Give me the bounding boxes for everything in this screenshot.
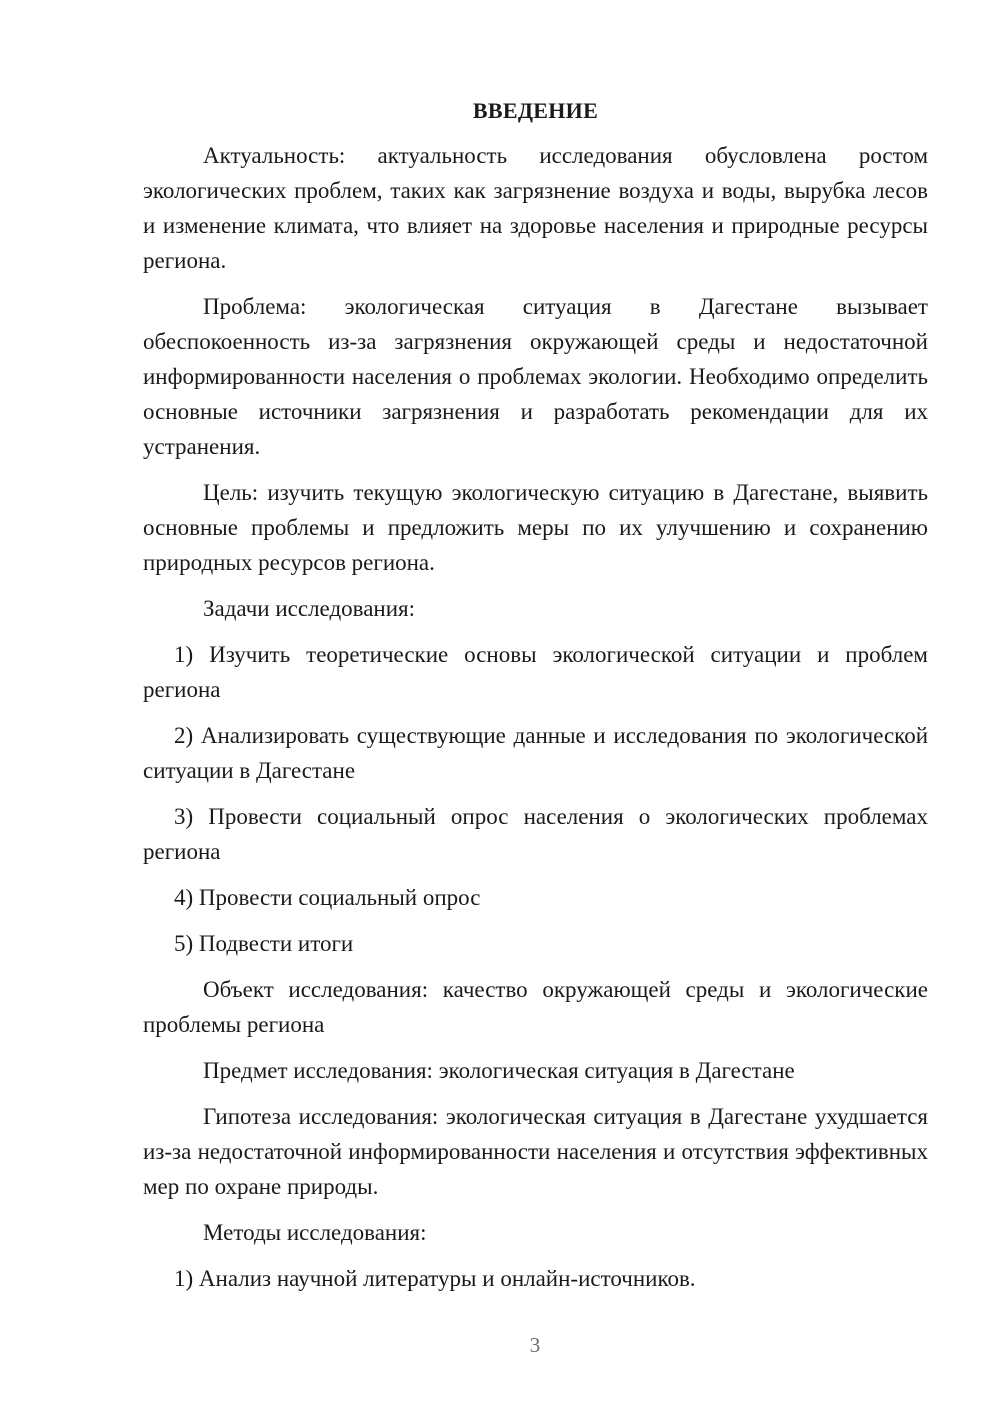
object-paragraph: Объект исследования: качество окружающей среды и экологические проблемы региона <box>143 977 928 1037</box>
tasks-title: Задачи исследования: <box>203 596 416 621</box>
task-item-3: 3) Провести социальный опрос населения о экологических проблемах региона <box>143 804 928 864</box>
goal-paragraph: Цель: изучить текущую экологическую ситуацию в Дагестане, выявить основные проблемы и предложить меры по их улучшению и сохранению природных ресурсов региона. <box>143 480 928 575</box>
page-content <box>143 93 928 1307</box>
methods-title: Методы исследования: <box>203 1220 427 1245</box>
problem-paragraph: Проблема: экологическая ситуация в Дагестане вызывает обеспокоенность из-за загрязнения окружающей среды и недостаточной информированности населения о проблемах экологии. Необходимо определить основные источники загрязнения и разработать рекомендации для их устранения. <box>143 294 928 459</box>
section-heading: ВВЕДЕНИЕ <box>472 98 599 123</box>
task-item-1: 1) Изучить теоретические основы экологической ситуации и проблем региона <box>143 642 928 702</box>
subject-paragraph: Предмет исследования: экологическая ситуация в Дагестане <box>203 1058 795 1083</box>
task-item-2: 2) Анализировать существующие данные и исследования по экологической ситуации в Дагестане <box>143 723 928 783</box>
page-number: 3 <box>529 1333 541 1357</box>
method-item-1: 1) Анализ научной литературы и онлайн-источников. <box>174 1266 696 1291</box>
task-item-5: 5) Подвести итоги <box>174 931 354 956</box>
relevance-paragraph: Актуальность: актуальность исследования обусловлена ростом экологических проблем, таких как загрязнение воздуха и воды, вырубка лесов и изменение климата, что влияет на здоровье населения и природные ресурсы региона. <box>143 143 928 273</box>
hypothesis-paragraph: Гипотеза исследования: экологическая ситуация в Дагестане ухудшается из-за недостаточной информированности населения и отсутствия эффективных мер по охране природы. <box>143 1104 928 1199</box>
task-item-4: 4) Провести социальный опрос <box>174 885 481 910</box>
